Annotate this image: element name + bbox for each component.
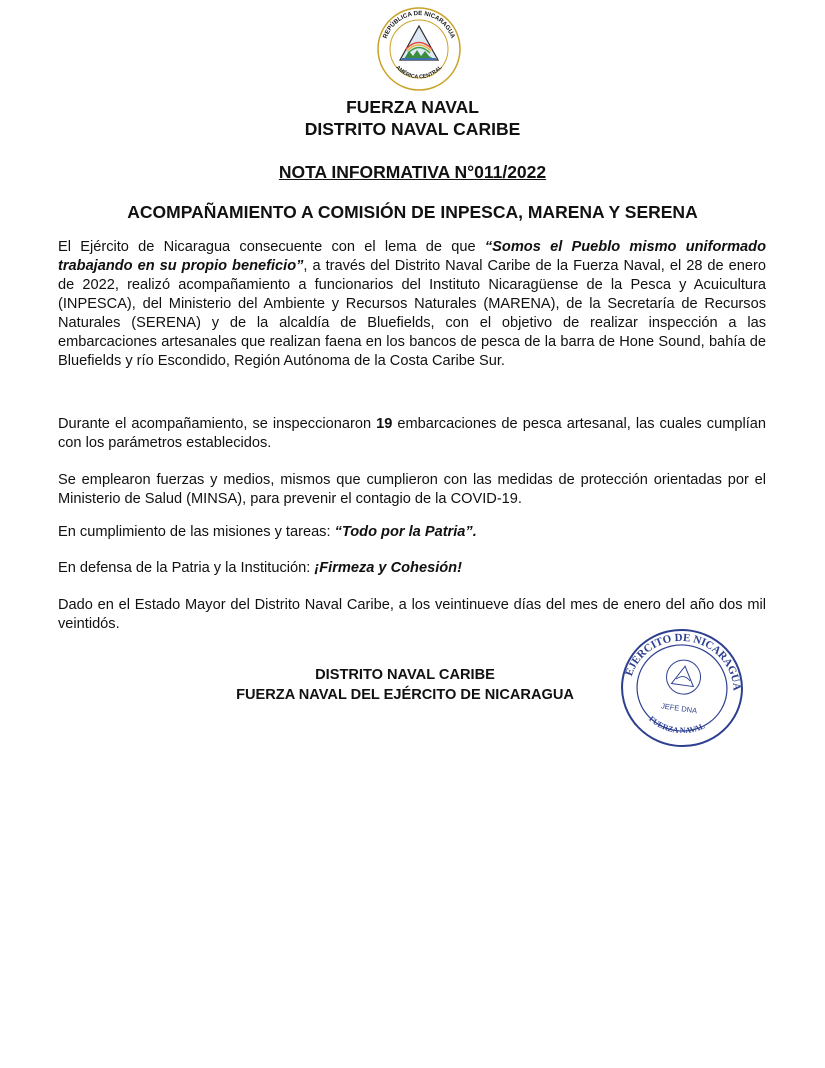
svg-text:AMÉRICA CENTRAL (394, 64, 444, 80)
motto-firmeza: ¡Firmeza y Cohesión! (314, 560, 462, 576)
emblem-ring-bottom: AMÉRICA CENTRAL (394, 64, 444, 81)
official-stamp-icon (617, 625, 747, 751)
paragraph-inspection (58, 415, 766, 453)
organization-name: FUERZA NAVAL (346, 97, 479, 117)
note-subject: ACOMPAÑAMIENTO A COMISIÓN DE INPESCA, MARENA Y SERENA (127, 202, 698, 222)
paragraph-defense-start: En defensa de la Patria y la Institución: (58, 560, 315, 576)
svg-text:FUERZA NAVAL (646, 714, 707, 739)
paragraph-inspection-start: Durante el acompañamiento, se inspeccionaron (58, 416, 377, 432)
paragraph-closing: Dado en el Estado Mayor del Distrito Naval Caribe, a los veintinueve días del mes de enero del año dos mil veintidós. (58, 597, 766, 632)
district-name: DISTRITO NAVAL CARIBE (304, 119, 521, 139)
signature-line-district: DISTRITO NAVAL CARIBE (315, 667, 495, 683)
paragraph-covid-measures: Se emplearon fuerzas y medios, mismos que cumplieron con las medidas de protección orientadas por el Ministerio de Salud (MINSA), para prevenir el contagio de la COVID-19. (58, 472, 766, 507)
svg-text:EJÉRCITO DE NICARAGUA (623, 625, 747, 693)
stamp-ring-top: EJÉRCITO DE NICARAGUA (623, 631, 743, 692)
emblem-ring-top: REPÚBLICA DE NICARAGUA (381, 9, 457, 40)
nicaragua-coat-of-arms-icon (376, 6, 462, 92)
stamp-center-text: JEFE DNA (660, 701, 698, 716)
motto-quote: “Somos el Pueblo mismo uniformado trabajando en su propio beneficio” (58, 239, 766, 274)
paragraph-intro-start: El Ejército de Nicaragua consecuente con el lema de que (58, 239, 485, 255)
vessel-count: 19 (376, 416, 393, 432)
paragraph-intro (58, 238, 766, 371)
paragraph-intro-rest: , a través del Distrito Naval Caribe de la Fuerza Naval, el 28 de enero de 2022, realizó acompañamiento a funcionarios del Instituto Nicaragüense de la Pesca y Acuicultura (INPESCA), del Ministerio del Ambiente y Recursos Naturales (MARENA), de la Secretaría de Recursos Naturales (SERENA) y de la alcaldía de Bluefields, con el objetivo de realizar inspección a las embarcaciones artesanales que realizan faena en los bancos de pesca de la barra de Hone Sound, bahía de Bluefields y río Escondido, Región Autónoma de la Costa Caribe Sur. (58, 258, 766, 369)
motto-patria: “Todo por la Patria”. (334, 524, 477, 540)
paragraph-defense (58, 559, 766, 578)
note-title: NOTA INFORMATIVA N°011/2022 (278, 162, 547, 182)
stamp-ring-bottom: FUERZA NAVAL (647, 714, 707, 736)
signature-line-force: FUERZA NAVAL DEL EJÉRCITO DE NICARAGUA (236, 687, 574, 703)
paragraph-inspection-rest: embarcaciones de pesca artesanal, las cuales cumplían con los parámetros establecidos. (58, 416, 766, 451)
paragraph-missions-start: En cumplimiento de las misiones y tareas: (58, 524, 335, 540)
paragraph-missions (58, 523, 766, 542)
